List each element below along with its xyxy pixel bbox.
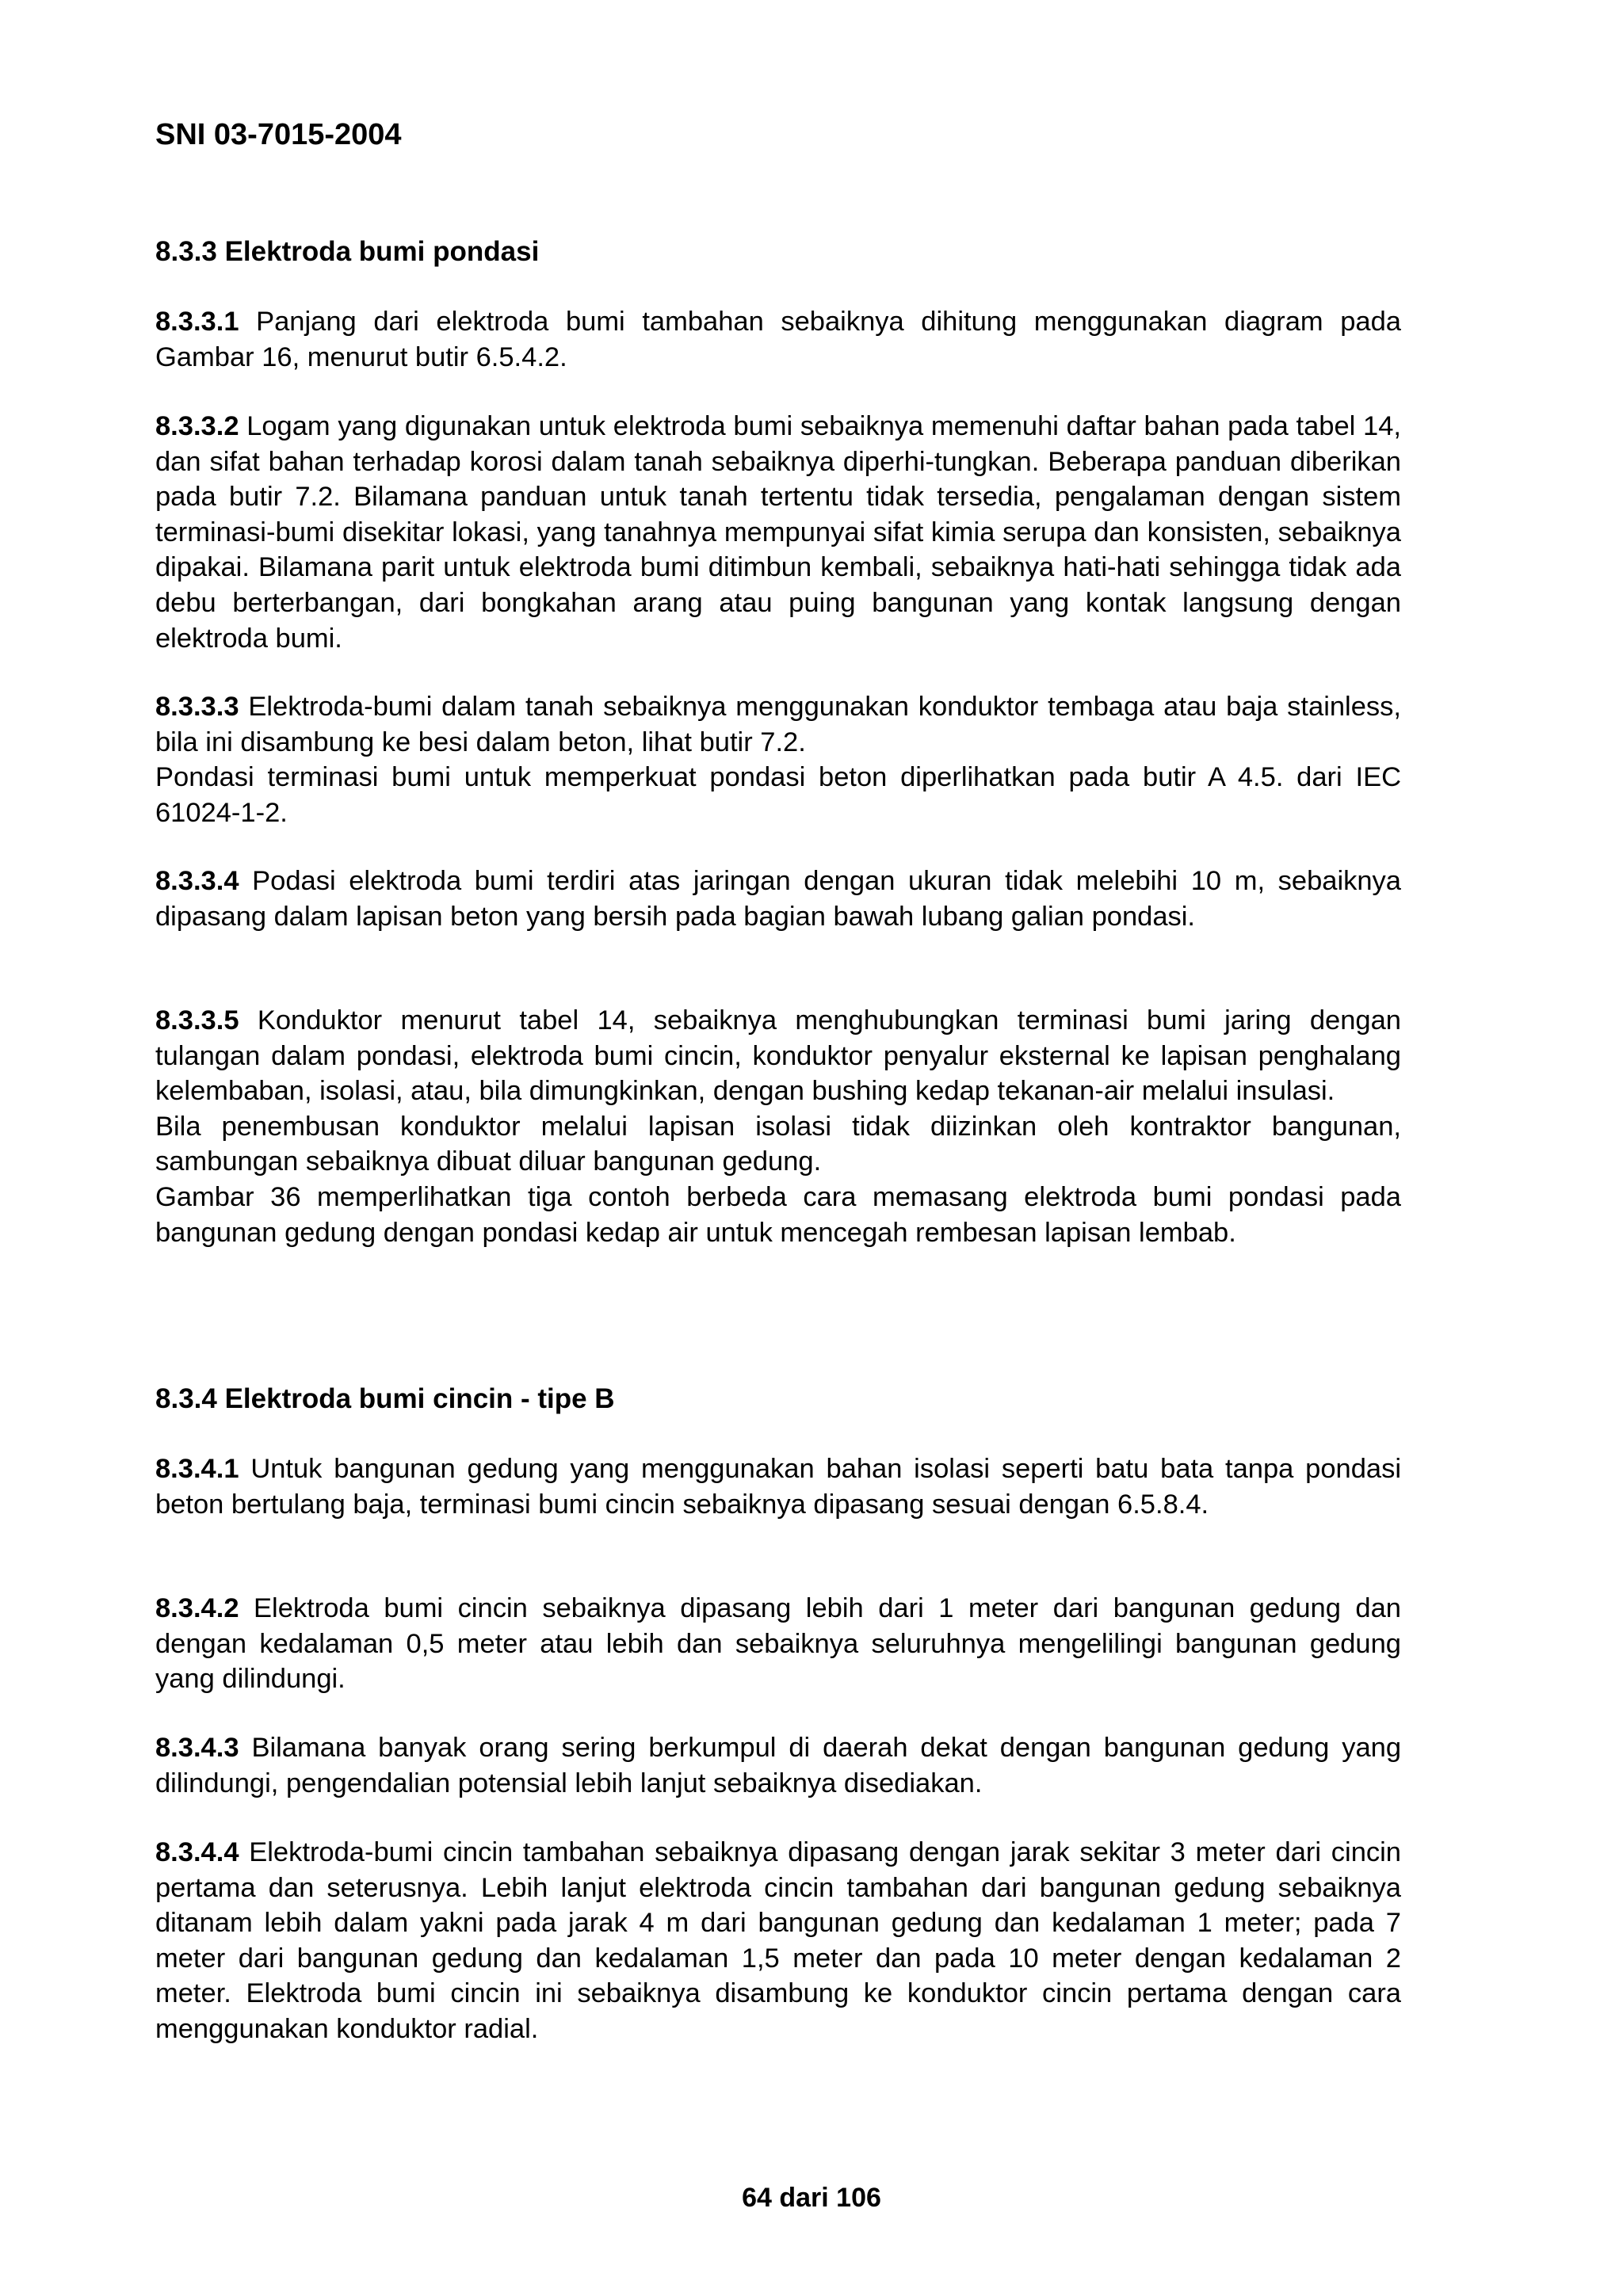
clause-paragraph xyxy=(155,1730,1401,1801)
clause-number: 8.3.3.3 xyxy=(155,692,239,722)
clause-text: Bilamana banyak orang sering berkumpul di daerah dekat dengan bangunan gedung yang dilindungi, pengendalian potensial lebih lanjut sebaiknya disediakan. xyxy=(155,1733,1402,1798)
clause-number: 8.3.4.1 xyxy=(155,1454,239,1484)
section-heading-8-3-4: 8.3.4 Elektroda bumi cincin - tipe B xyxy=(155,1383,615,1414)
clause-paragraph: Bila penembusan konduktor melalui lapisan isolasi tidak diizinkan oleh kontraktor bangunan, sambungan sebaiknya dibuat diluar bangunan gedung. xyxy=(155,1111,1401,1177)
clause-8-3-4-1 xyxy=(155,1451,1401,1522)
clause-text: Elektroda-bumi cincin tambahan sebaiknya dipasang dengan jarak sekitar 3 meter dari cincin pertama dan seterusnya. Lebih lanjut elektroda cincin tambahan dari bangunan gedung sebaiknya ditanam lebih dalam yakni pada jarak 4 m dari bangunan gedung dan kedalaman 1 meter; pada 7 meter dari bangunan gedung dan kedalaman 1,5 meter dan pada 10 meter dengan kedalaman 2 meter. Elektroda bumi cincin ini sebaiknya disambung ke konduktor cincin pertama dengan cara menggunakan konduktor radial. xyxy=(155,1837,1401,2044)
document-id: SNI 03-7015-2004 xyxy=(155,118,402,151)
page-number: 64 dari 106 xyxy=(742,2183,881,2213)
clause-number: 8.3.4.3 xyxy=(155,1733,239,1763)
clause-text: Panjang dari elektroda bumi tambahan sebaiknya dihitung menggunakan diagram pada Gambar 16, menurut butir 6.5.4.2. xyxy=(155,307,1401,372)
section-heading-8-3-3: 8.3.3 Elektroda bumi pondasi xyxy=(155,236,540,267)
clause-8-3-4-2 xyxy=(155,1591,1401,1697)
clause-paragraph xyxy=(155,1591,1401,1697)
clause-paragraph xyxy=(155,1835,1401,2047)
clause-8-3-3-5 xyxy=(155,1003,1401,1250)
clause-text: Elektroda-bumi dalam tanah sebaiknya menggunakan konduktor tembaga atau baja stainless, bila ini disambung ke besi dalam beton, lihat butir 7.2. xyxy=(155,692,1401,757)
clause-8-3-3-4 xyxy=(155,864,1401,934)
clause-8-3-3-2 xyxy=(155,409,1401,656)
clause-paragraph xyxy=(155,864,1401,934)
clause-number: 8.3.4.2 xyxy=(155,1593,239,1623)
clause-number: 8.3.3.4 xyxy=(155,866,239,896)
clause-number: 8.3.4.4 xyxy=(155,1837,239,1867)
clause-paragraph: Pondasi terminasi bumi untuk memperkuat pondasi beton diperlihatkan pada butir A 4.5. dari IEC 61024-1-2. xyxy=(155,762,1401,828)
clause-paragraph xyxy=(155,409,1401,656)
clause-8-3-4-3 xyxy=(155,1730,1401,1801)
clause-paragraph: Gambar 36 memperlihatkan tiga contoh berbeda cara memasang elektroda bumi pondasi pada bangunan gedung dengan pondasi kedap air untuk mencegah rembesan lapisan lembab. xyxy=(155,1181,1401,1248)
clause-text: Konduktor menurut tabel 14, sebaiknya menghubungkan terminasi bumi jaring dengan tulangan dalam pondasi, elektroda bumi cincin, konduktor penyalur eksternal ke lapisan penghalang kelembaban, isolasi, atau, bila dimungkinkan, dengan bushing kedap tekanan-air melalui insulasi. xyxy=(155,1005,1401,1107)
clause-text: Logam yang digunakan untuk elektroda bumi sebaiknya memenuhi daftar bahan pada tabel 14, dan sifat bahan terhadap korosi dalam tanah sebaiknya diperhi-tungkan. Beberapa panduan diberikan pada butir 7.2. Bilamana panduan untuk tanah tertentu tidak tersedia, pengalaman dengan sistem terminasi-bumi disekitar lokasi, yang tanahnya mempunyai sifat kimia serupa dan konsisten, sebaiknya dipakai. Bilamana parit untuk elektroda bumi ditimbun kembali, sebaiknya hati-hati sehingga tidak ada debu berterbangan, dari bongkahan arang atau puing bangunan yang kontak langsung dengan elektroda bumi. xyxy=(155,411,1401,654)
clause-8-3-4-4 xyxy=(155,1835,1401,2047)
clause-text: Elektroda bumi cincin sebaiknya dipasang lebih dari 1 meter dari bangunan gedung dan dengan kedalaman 0,5 meter atau lebih dan sebaiknya seluruhnya mengelilingi bangunan gedung yang dilindungi. xyxy=(155,1593,1401,1695)
clause-number: 8.3.3.2 xyxy=(155,411,239,441)
clause-number: 8.3.3.5 xyxy=(155,1005,239,1035)
clause-text: Podasi elektroda bumi terdiri atas jaringan dengan ukuran tidak melebihi 10 m, sebaiknya dipasang dalam lapisan beton yang bersih pada bagian bawah lubang galian pondasi. xyxy=(155,866,1401,932)
clause-text: Untuk bangunan gedung yang menggunakan bahan isolasi seperti batu bata tanpa pondasi beton bertulang baja, terminasi bumi cincin sebaiknya dipasang sesuai dengan 6.5.8.4. xyxy=(155,1454,1401,1520)
clause-number: 8.3.3.1 xyxy=(155,307,239,337)
clause-8-3-3-3 xyxy=(155,689,1401,830)
clause-paragraph xyxy=(155,304,1401,375)
clause-8-3-3-1 xyxy=(155,304,1401,375)
clause-paragraph xyxy=(155,1003,1401,1109)
clause-paragraph xyxy=(155,689,1401,760)
clause-paragraph xyxy=(155,1451,1401,1522)
